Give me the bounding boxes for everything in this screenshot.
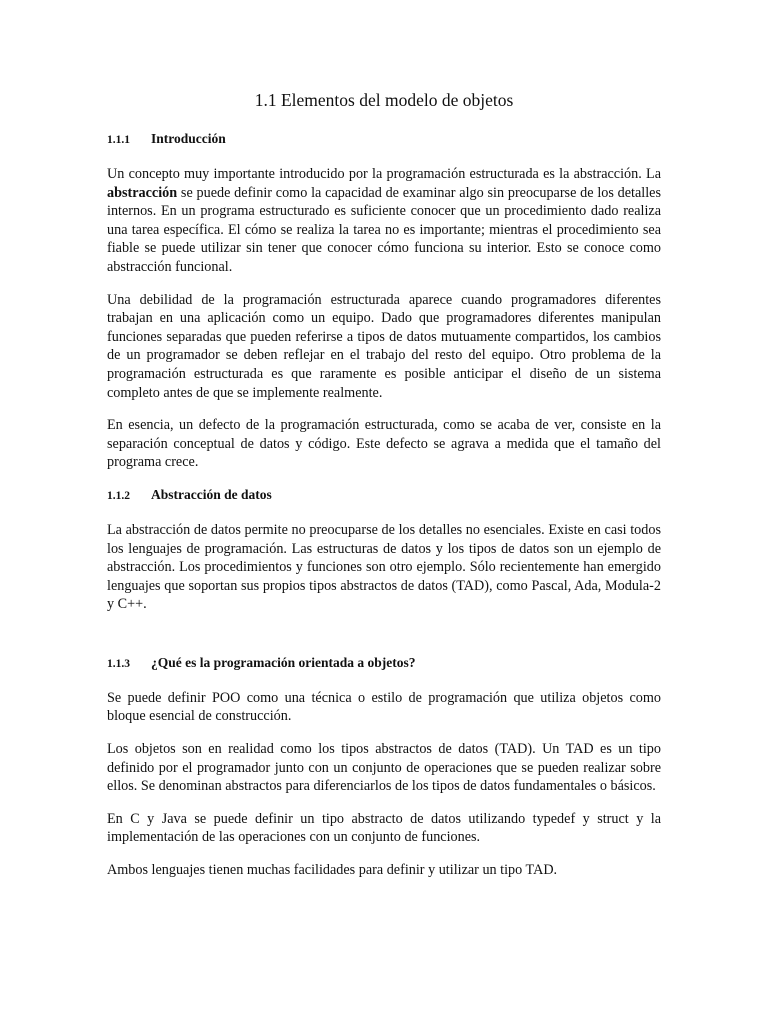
spacer: [107, 628, 661, 654]
paragraph: Ambos lenguajes tienen muchas facilidades para definir y utilizar un tipo TAD.: [107, 862, 558, 879]
section-title: ¿Qué es la programación orientada a objetos?: [151, 654, 416, 670]
section-title: Abstracción de datos: [151, 486, 272, 502]
document-title: 1.1 Elementos del modelo de objetos: [254, 90, 514, 110]
paragraph: En C y Java se puede definir un tipo abstracto de datos utilizando typedef y struct y la implementación de las operaciones con un conjunto de funciones.: [107, 810, 661, 846]
paragraph: Se puede definir POO como una técnica o estilo de programación que utiliza objetos como bloque esencial de construcción.: [107, 689, 661, 725]
section-heading-que-es-poo: [107, 654, 661, 673]
section-heading-introduccion: [107, 130, 661, 149]
paragraph: Una debilidad de la programación estructurada aparece cuando programadores diferentes trabajan en una aplicación como un equipo. Dado que programadores diferentes manipulan funciones separadas que pueden referirse a tipos de datos mutuamente compartidos, los cambios de un programador se deben reflejar en el trabajo del resto del equipo. Otro problema de la programación estructurada es que raramente es posible anticipar el diseño de un sistema completo antes de que se implemente realmente.: [107, 291, 661, 401]
section-number: 1.1.2: [107, 489, 130, 502]
section-heading-abstraccion-de-datos: [107, 486, 661, 505]
bold-term: abstracción: [107, 184, 178, 201]
section-number: 1.1.1: [107, 134, 130, 146]
paragraph: Un concepto muy importante introducido por la programación estructurada es la abstracción. La abstracción se puede definir como la capacidad de examinar algo sin preocuparse de los detalles internos. En un programa estructurado es suficiente conocer que un procedimiento dado realiza una tarea específica. El cómo se realiza la tarea no es importante; mientras el procedimiento sea fiable se puede utilizar sin tener que conocer cómo funciona su interior. Esto se conoce como abstracción funcional.: [107, 166, 661, 275]
paragraph: En esencia, un defecto de la programación estructurada, como se acaba de ver, consiste en la separación conceptual de datos y código. Este defecto se agrava a medida que el tamaño del programa crece.: [107, 417, 661, 471]
paragraph: Los objetos son en realidad como los tipos abstractos de datos (TAD). Un TAD es un tipo definido por el programador junto con un conjunto de operaciones que se pueden realizar sobre ellos. Se denominan abstractos para diferenciarlos de los tipos de datos fundamentales o básicos.: [107, 741, 661, 795]
section-title: Introducción: [151, 131, 226, 146]
section-number: 1.1.3: [107, 657, 130, 670]
paragraph: La abstracción de datos permite no preocuparse de los detalles no esenciales. Existe en casi todos los lenguajes de programación. Las estructuras de datos y los tipos de datos son un ejemplo de abstracción. Los procedimientos y funciones son otro ejemplo. Sólo recientemente han emergido lenguajes que soportan sus propios tipos abstractos de datos (TAD), como Pascal, Ada, Modula-2 y C++.: [107, 521, 661, 613]
document-page: [107, 88, 661, 894]
